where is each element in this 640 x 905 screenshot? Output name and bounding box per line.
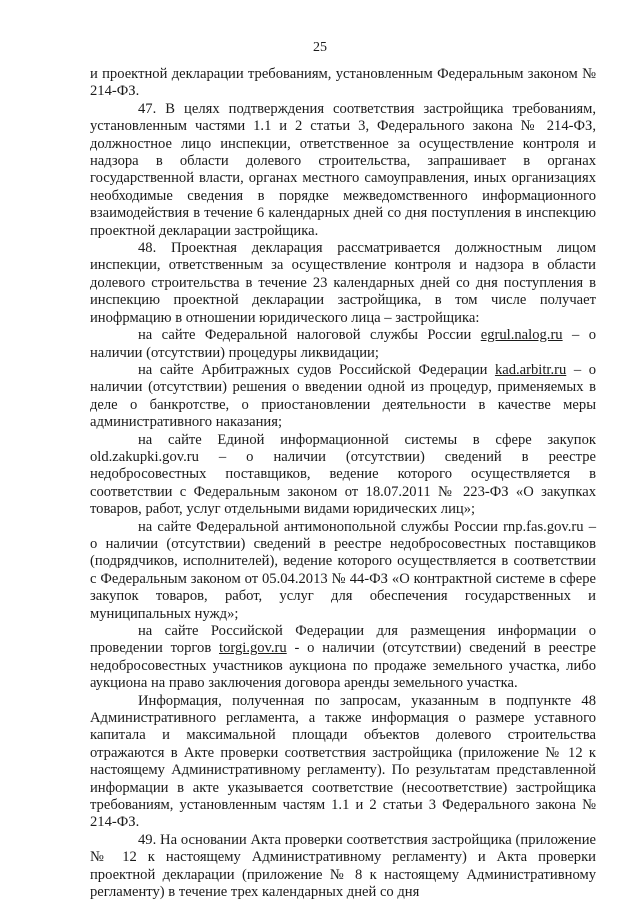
list-item-torgi-tail: - о наличии (отсутствии) сведений в реестре недобросовестных участников аукциона по продаже земельного участка, либо аукциона на право заключения договора аренды земельного участка. <box>90 640 596 692</box>
list-item-egrul-text: на сайте Федеральной налоговой службы России <box>138 327 481 344</box>
paragraph-47: 47. В целях подтверждения соответствия застройщика требованиям, установленным частями 1.1 и 2 статьи 3, Федерального закона № 214-ФЗ, должностное лицо инспекции, ответственное за осуществление контроля и надзора в области долевого строительства, запрашивает в органах государственной власти, органах местного самоуправления, иных организациях необходимые сведения в порядке межведомственного информационного взаимодействия в течение 6 календарных дней со дня поступления в инспекцию проектной декларации застройщика. <box>90 100 596 239</box>
paragraph-information: Информация, полученная по запросам, указанным в подпункте 48 Административного регламента, а также информация о размере уставного капитала и максимальной площади объектов долевого строительства отражаются в Акте проверки соответствия застройщика (приложение № 12 к настоящему Административному регламенту). По результатам представленной информации в акте указывается соответствие (несоответствие) застройщика требованиям, установленным частям 1.1 и 2 статьи 3 Федерального закона № 214-ФЗ. <box>90 692 596 831</box>
list-item-kad-arbitr-text: на сайте Арбитражных судов Российской Федерации <box>138 361 495 378</box>
list-item-egrul-tail: – о наличии (отсутствии) процедуры ликвидации; <box>90 327 596 361</box>
list-item-fas: на сайте Федеральной антимонопольной службы России rnp.fas.gov.ru – о наличии (отсутствии) сведений в реестре недобросовестных поставщиков (подрядчиков, исполнителей), ведение которого осуществляется в соответствии с Федеральным законом от 05.04.2013 № 44-ФЗ «О контрактной системе в сфере закупок товаров, работ, услуг для обеспечения государственных и муниципальных нужд»; <box>90 518 596 622</box>
paragraph-48: 48. Проектная декларация рассматривается должностным лицом инспекции, ответственным за осуществление контроля и надзора в области долевого строительства в течение 23 календарных дней со дня поступления в инспекцию проектной декларации застройщика, в том числе получает инофрмацию в отношении юридического лица – застройщика: <box>90 240 596 326</box>
list-item-torgi <box>90 623 596 693</box>
list-item-torgi-text: на сайте Российской Федерации для размещения информации о проведении торгов <box>90 623 596 657</box>
paragraph-49: 49. На основании Акта проверки соответствия застройщика (приложение № 12 к настоящему Административному регламенту) и Акта проверки проектной декларации (приложение № 8 к настоящему Административному регламенту) в течение трех календарных дней со дня <box>90 831 596 901</box>
torgi-link[interactable]: torgi.gov.ru <box>219 640 287 657</box>
paragraph-continuation: и проектной декларации требованиям, установленным Федеральным законом № 214-ФЗ. <box>90 66 596 100</box>
list-item-egrul <box>90 327 596 362</box>
document-body <box>90 66 596 902</box>
list-item-kad-arbitr-tail: – о наличии (отсутствии) решения о введении одной из процедур, применяемых в деле о банкротстве, о приостановлении деятельности в качестве меры административного наказания; <box>90 361 596 431</box>
page-number: 25 <box>313 40 327 55</box>
list-item-kad-arbitr <box>90 362 596 432</box>
egrul-link[interactable]: egrul.nalog.ru <box>480 327 563 344</box>
kad-arbitr-link[interactable]: kad.arbitr.ru <box>494 361 567 378</box>
list-item-zakupki: на сайте Единой информационной системы в сфере закупок old.zakupki.gov.ru – о наличии (отсутствии) сведений в реестре недобросовестных поставщиков, ведение которого осуществляется в соответствии с Федеральным законом от 18.07.2011 № 223-ФЗ «О закупках товаров, работ, услуг отдельными видами юридических лиц»; <box>90 431 596 518</box>
